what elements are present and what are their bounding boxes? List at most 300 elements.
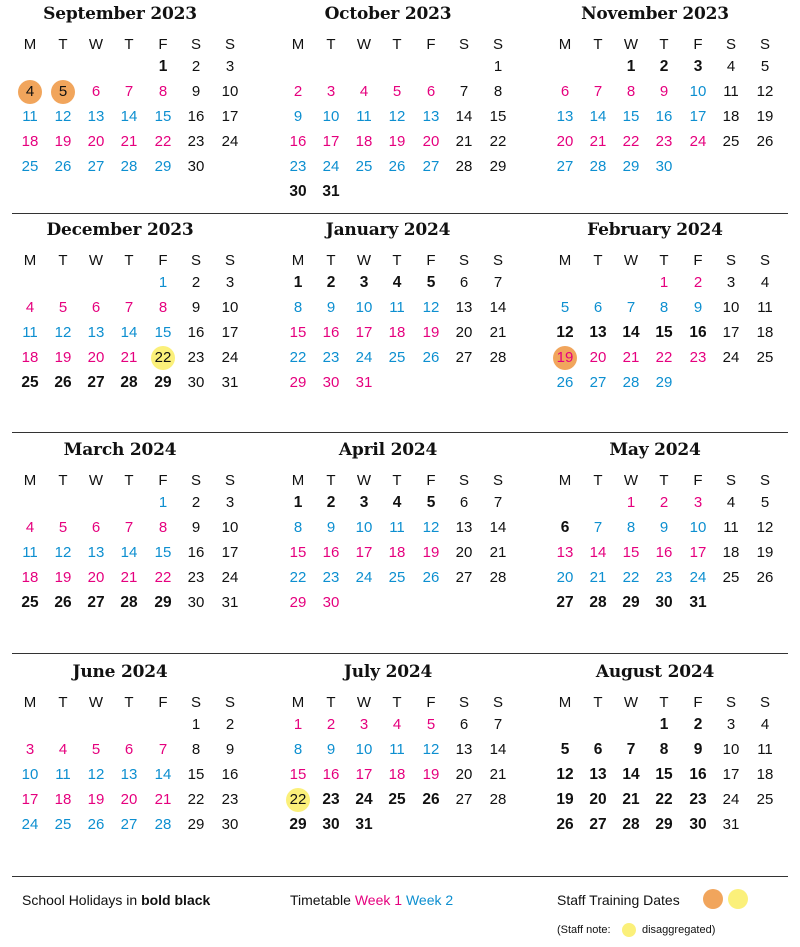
day-cell: 4 xyxy=(392,494,402,511)
day-cell: 25 xyxy=(21,374,39,391)
day-cell: 29 xyxy=(622,158,640,175)
day-cell: 19 xyxy=(54,349,72,366)
day-cell: 8 xyxy=(626,519,636,536)
day-cell: 10 xyxy=(21,766,39,783)
month-title: February 2024 xyxy=(587,220,723,240)
day-cell: 11 xyxy=(356,108,372,125)
day-cell: 9 xyxy=(326,519,336,536)
weekday-header: S xyxy=(458,252,469,269)
day-cell: 30 xyxy=(187,594,205,611)
weekday-header: T xyxy=(58,36,68,53)
weekday-header: S xyxy=(492,472,503,489)
day-cell: 16 xyxy=(187,544,205,561)
weekday-header: S xyxy=(725,472,736,489)
day-cell: 20 xyxy=(87,569,105,586)
weekday-header: S xyxy=(190,472,201,489)
weekday-header: M xyxy=(23,472,37,489)
day-cell: 16 xyxy=(221,766,239,783)
day-cell: 7 xyxy=(459,83,469,100)
day-cell: 10 xyxy=(722,299,740,316)
day-cell: 5 xyxy=(392,83,402,100)
day-cell: 26 xyxy=(54,594,72,611)
day-cell: 15 xyxy=(622,544,640,561)
day-cell: 9 xyxy=(693,741,703,758)
day-cell: 23 xyxy=(187,133,205,150)
day-cell: 26 xyxy=(54,158,72,175)
day-cell: 3 xyxy=(693,58,703,75)
day-cell: 20 xyxy=(589,349,607,366)
day-cell: 15 xyxy=(187,766,205,783)
weekday-header: S xyxy=(725,252,736,269)
day-cell: 12 xyxy=(756,83,774,100)
day-cell: 20 xyxy=(455,544,473,561)
day-cell: 9 xyxy=(693,299,703,316)
weekday-header: S xyxy=(224,472,235,489)
day-cell: 28 xyxy=(489,569,507,586)
day-cell: 26 xyxy=(54,374,72,391)
day-cell: 29 xyxy=(655,374,673,391)
day-cell: 6 xyxy=(560,83,570,100)
day-cell: 21 xyxy=(120,569,138,586)
weekday-header: M xyxy=(23,252,37,269)
day-cell: 21 xyxy=(489,324,507,341)
weekday-header: M xyxy=(558,472,572,489)
day-cell: 2 xyxy=(293,83,303,100)
day-cell: 21 xyxy=(622,791,640,808)
week2-label: Week 2 xyxy=(405,892,454,908)
day-cell: 22 xyxy=(622,133,640,150)
day-cell: 12 xyxy=(422,741,440,758)
day-cell: 3 xyxy=(359,716,369,733)
day-cell: 29 xyxy=(289,594,307,611)
day-cell: 5 xyxy=(426,716,436,733)
footer-divider xyxy=(12,876,788,877)
day-cell: 24 xyxy=(221,133,239,150)
day-cell: 1 xyxy=(158,494,168,511)
day-cell: 14 xyxy=(622,324,640,341)
weekday-header: T xyxy=(593,472,603,489)
day-cell: 26 xyxy=(756,569,774,586)
day-cell: 2 xyxy=(225,716,235,733)
day-cell: 11 xyxy=(757,741,773,758)
day-cell: 29 xyxy=(289,816,307,833)
day-cell: 15 xyxy=(655,324,673,341)
day-cell: 19 xyxy=(756,108,774,125)
day-cell: 19 xyxy=(422,766,440,783)
day-cell: 21 xyxy=(589,133,607,150)
day-cell: 2 xyxy=(693,716,703,733)
day-cell: 16 xyxy=(689,324,707,341)
day-cell: 28 xyxy=(120,594,138,611)
day-cell: 14 xyxy=(489,299,507,316)
day-cell: 20 xyxy=(589,791,607,808)
day-cell: 3 xyxy=(225,58,235,75)
day-cell: 18 xyxy=(21,349,39,366)
weekday-header: S xyxy=(725,36,736,53)
weekday-header: T xyxy=(392,252,402,269)
weekday-header: M xyxy=(558,36,572,53)
day-cell: 7 xyxy=(124,299,134,316)
day-cell: 3 xyxy=(726,274,736,291)
day-cell: 12 xyxy=(756,519,774,536)
day-cell: 3 xyxy=(326,83,336,100)
day-cell: 11 xyxy=(723,519,739,536)
day-cell: 5 xyxy=(426,494,436,511)
day-cell: 17 xyxy=(689,544,707,561)
day-cell: 9 xyxy=(225,741,235,758)
day-cell: 10 xyxy=(221,83,239,100)
day-cell: 13 xyxy=(422,108,440,125)
day-cell: 3 xyxy=(359,494,369,511)
day-cell: 25 xyxy=(54,816,72,833)
day-cell: 10 xyxy=(221,519,239,536)
day-cell: 5 xyxy=(51,80,75,104)
day-cell: 17 xyxy=(221,544,239,561)
day-cell: 22 xyxy=(622,569,640,586)
day-cell: 20 xyxy=(556,133,574,150)
day-cell: 8 xyxy=(293,519,303,536)
weekday-header: T xyxy=(326,694,336,711)
weekday-header: T xyxy=(392,694,402,711)
day-cell: 29 xyxy=(655,816,673,833)
day-cell: 31 xyxy=(355,374,373,391)
day-cell: 5 xyxy=(58,299,68,316)
day-cell: 6 xyxy=(560,519,570,536)
day-cell: 15 xyxy=(489,108,507,125)
day-cell: 11 xyxy=(55,766,71,783)
day-cell: 14 xyxy=(489,519,507,536)
day-cell: 28 xyxy=(489,349,507,366)
day-cell: 11 xyxy=(22,108,38,125)
day-cell: 15 xyxy=(289,324,307,341)
weekday-header: W xyxy=(623,694,639,711)
day-cell: 8 xyxy=(493,83,503,100)
day-cell: 17 xyxy=(355,766,373,783)
day-cell: 16 xyxy=(655,544,673,561)
day-cell: 19 xyxy=(756,544,774,561)
day-cell: 9 xyxy=(191,299,201,316)
day-cell: 26 xyxy=(422,349,440,366)
day-cell: 1 xyxy=(158,274,168,291)
day-cell: 6 xyxy=(91,83,101,100)
day-cell: 18 xyxy=(21,133,39,150)
day-cell: 1 xyxy=(659,716,669,733)
weekday-header: W xyxy=(356,252,372,269)
day-cell: 17 xyxy=(221,108,239,125)
day-cell: 5 xyxy=(760,494,770,511)
day-cell: 21 xyxy=(120,133,138,150)
weekday-header: F xyxy=(158,252,168,269)
day-cell: 27 xyxy=(87,158,105,175)
day-cell: 12 xyxy=(556,324,574,341)
month-title: December 2023 xyxy=(46,220,194,240)
day-cell: 22 xyxy=(655,791,673,808)
day-cell: 8 xyxy=(158,83,168,100)
day-cell: 27 xyxy=(455,791,473,808)
day-cell: 29 xyxy=(289,374,307,391)
day-cell: 7 xyxy=(493,274,503,291)
day-cell: 21 xyxy=(455,133,473,150)
weekday-header: S xyxy=(190,36,201,53)
day-cell: 14 xyxy=(120,324,138,341)
day-cell: 24 xyxy=(722,791,740,808)
month-title: June 2024 xyxy=(72,662,168,682)
weekday-header: F xyxy=(426,472,436,489)
day-cell: 5 xyxy=(760,58,770,75)
day-cell: 23 xyxy=(322,791,340,808)
day-cell: 5 xyxy=(560,741,570,758)
day-cell: 23 xyxy=(655,133,673,150)
day-cell: 22 xyxy=(289,349,307,366)
day-cell: 30 xyxy=(289,183,307,200)
day-cell: 24 xyxy=(689,569,707,586)
day-cell: 4 xyxy=(18,80,42,104)
month-title: March 2024 xyxy=(63,440,177,460)
day-cell: 29 xyxy=(154,594,172,611)
weekday-header: S xyxy=(224,36,235,53)
day-cell: 1 xyxy=(293,494,303,511)
day-cell: 1 xyxy=(493,58,503,75)
day-cell: 25 xyxy=(388,791,406,808)
day-cell: 24 xyxy=(21,816,39,833)
weekday-header: S xyxy=(492,694,503,711)
day-cell: 24 xyxy=(322,158,340,175)
day-cell: 26 xyxy=(87,816,105,833)
day-cell: 12 xyxy=(388,108,406,125)
weekday-header: F xyxy=(426,694,436,711)
weekday-header: T xyxy=(124,472,134,489)
weekday-header: F xyxy=(426,36,436,53)
weekday-header: S xyxy=(190,694,201,711)
weekday-header: M xyxy=(291,472,305,489)
day-cell: 10 xyxy=(689,519,707,536)
day-cell: 4 xyxy=(25,299,35,316)
weekday-header: F xyxy=(158,472,168,489)
weekday-header: S xyxy=(224,694,235,711)
weekday-header: T xyxy=(326,36,336,53)
day-cell: 13 xyxy=(87,544,105,561)
weekday-header: M xyxy=(291,36,305,53)
day-cell: 18 xyxy=(54,791,72,808)
day-cell: 27 xyxy=(589,374,607,391)
day-cell: 12 xyxy=(556,766,574,783)
day-cell: 17 xyxy=(722,324,740,341)
day-cell: 4 xyxy=(760,716,770,733)
day-cell: 28 xyxy=(589,594,607,611)
weekday-header: T xyxy=(392,36,402,53)
day-cell: 23 xyxy=(187,569,205,586)
day-cell: 18 xyxy=(722,108,740,125)
day-cell: 22 xyxy=(289,569,307,586)
day-cell: 30 xyxy=(655,594,673,611)
day-cell: 9 xyxy=(326,299,336,316)
day-cell: 17 xyxy=(322,133,340,150)
weekday-header: T xyxy=(326,472,336,489)
day-cell: 18 xyxy=(388,766,406,783)
day-cell: 15 xyxy=(289,766,307,783)
weekday-header: S xyxy=(492,252,503,269)
weekday-header: F xyxy=(426,252,436,269)
weekday-header: S xyxy=(224,252,235,269)
day-cell: 9 xyxy=(293,108,303,125)
weekday-header: W xyxy=(88,252,104,269)
day-cell: 24 xyxy=(355,791,373,808)
day-cell: 8 xyxy=(659,741,669,758)
weekday-header: S xyxy=(759,252,770,269)
staff-training-label: Staff Training Dates xyxy=(557,892,680,908)
weekday-header: S xyxy=(725,694,736,711)
day-cell: 21 xyxy=(489,766,507,783)
weekday-header: F xyxy=(693,472,703,489)
day-cell: 19 xyxy=(388,133,406,150)
weekday-header: T xyxy=(124,252,134,269)
weekday-header: T xyxy=(659,472,669,489)
day-cell: 12 xyxy=(422,519,440,536)
day-cell: 28 xyxy=(489,791,507,808)
day-cell: 3 xyxy=(25,741,35,758)
day-cell: 6 xyxy=(459,274,469,291)
day-cell: 31 xyxy=(221,594,239,611)
day-cell: 20 xyxy=(87,133,105,150)
day-cell: 15 xyxy=(289,544,307,561)
day-cell: 23 xyxy=(221,791,239,808)
timetable-label: Timetable xyxy=(290,892,351,908)
day-cell: 2 xyxy=(693,274,703,291)
day-cell: 16 xyxy=(322,766,340,783)
day-cell: 9 xyxy=(326,741,336,758)
weekday-header: F xyxy=(693,252,703,269)
weekday-header: T xyxy=(392,472,402,489)
month-title: April 2024 xyxy=(338,440,438,460)
day-cell: 15 xyxy=(154,544,172,561)
day-cell: 8 xyxy=(158,519,168,536)
day-cell: 30 xyxy=(322,374,340,391)
holidays-legend-text: School Holidays in xyxy=(22,892,142,908)
day-cell: 25 xyxy=(756,349,774,366)
weekday-header: S xyxy=(458,472,469,489)
day-cell: 17 xyxy=(355,544,373,561)
day-cell: 14 xyxy=(120,108,138,125)
day-cell: 25 xyxy=(722,569,740,586)
day-cell: 6 xyxy=(459,716,469,733)
day-cell: 27 xyxy=(455,349,473,366)
day-cell: 18 xyxy=(756,324,774,341)
day-cell: 23 xyxy=(689,349,707,366)
day-cell: 14 xyxy=(489,741,507,758)
month-title: October 2023 xyxy=(324,4,452,24)
day-cell: 25 xyxy=(722,133,740,150)
day-cell: 16 xyxy=(322,544,340,561)
weekday-header: F xyxy=(693,36,703,53)
day-cell: 23 xyxy=(187,349,205,366)
row-divider xyxy=(12,213,788,214)
day-cell: 20 xyxy=(455,324,473,341)
day-cell: 19 xyxy=(54,569,72,586)
day-cell: 28 xyxy=(455,158,473,175)
day-cell: 7 xyxy=(593,83,603,100)
day-cell: 20 xyxy=(422,133,440,150)
weekday-header: W xyxy=(356,694,372,711)
month-title: January 2024 xyxy=(325,220,451,240)
day-cell: 8 xyxy=(659,299,669,316)
disaggregated-label: disaggregated) xyxy=(642,924,716,936)
holidays-legend xyxy=(22,892,210,908)
day-cell: 12 xyxy=(422,299,440,316)
day-cell: 22 xyxy=(154,569,172,586)
weekday-header: M xyxy=(23,694,37,711)
day-cell: 13 xyxy=(455,299,473,316)
weekday-header: S xyxy=(190,252,201,269)
month-title: August 2024 xyxy=(595,662,715,682)
training-yellow-dot xyxy=(728,889,748,909)
day-cell: 1 xyxy=(659,274,669,291)
day-cell: 8 xyxy=(293,741,303,758)
day-cell: 31 xyxy=(689,594,707,611)
day-cell: 31 xyxy=(221,374,239,391)
day-cell: 2 xyxy=(326,274,336,291)
day-cell: 24 xyxy=(221,349,239,366)
training-orange-dot xyxy=(703,889,723,909)
day-cell: 31 xyxy=(355,816,373,833)
day-cell: 18 xyxy=(756,766,774,783)
day-cell: 30 xyxy=(322,594,340,611)
day-cell: 1 xyxy=(293,716,303,733)
day-cell: 4 xyxy=(25,519,35,536)
day-cell: 11 xyxy=(723,83,739,100)
day-cell: 9 xyxy=(191,83,201,100)
weekday-header: W xyxy=(623,252,639,269)
weekday-header: T xyxy=(593,36,603,53)
day-cell: 28 xyxy=(589,158,607,175)
weekday-header: T xyxy=(593,252,603,269)
day-cell: 9 xyxy=(659,519,669,536)
day-cell: 6 xyxy=(426,83,436,100)
row-divider xyxy=(12,432,788,433)
day-cell: 13 xyxy=(589,324,607,341)
day-cell: 27 xyxy=(422,158,440,175)
day-cell: 2 xyxy=(191,58,201,75)
weekday-header: S xyxy=(759,472,770,489)
day-cell: 11 xyxy=(757,299,773,316)
day-cell: 3 xyxy=(693,494,703,511)
day-cell: 12 xyxy=(54,544,72,561)
day-cell: 28 xyxy=(120,374,138,391)
day-cell: 1 xyxy=(626,58,636,75)
staff-note-label: (Staff note: xyxy=(557,924,611,936)
weekday-header: M xyxy=(23,36,37,53)
day-cell: 27 xyxy=(87,374,105,391)
day-cell: 30 xyxy=(689,816,707,833)
day-cell: 24 xyxy=(355,349,373,366)
day-cell: 17 xyxy=(355,324,373,341)
day-cell: 21 xyxy=(622,349,640,366)
day-cell: 15 xyxy=(154,324,172,341)
day-cell: 29 xyxy=(489,158,507,175)
weekday-header: M xyxy=(291,252,305,269)
day-cell: 16 xyxy=(187,108,205,125)
day-cell: 25 xyxy=(388,349,406,366)
day-cell: 11 xyxy=(389,519,405,536)
day-cell: 4 xyxy=(58,741,68,758)
day-cell: 7 xyxy=(593,519,603,536)
day-cell: 22 xyxy=(154,133,172,150)
weekday-header: T xyxy=(124,36,134,53)
day-cell: 7 xyxy=(626,741,636,758)
weekday-header: M xyxy=(558,694,572,711)
day-cell: 7 xyxy=(124,83,134,100)
day-cell: 13 xyxy=(120,766,138,783)
day-cell: 29 xyxy=(187,816,205,833)
